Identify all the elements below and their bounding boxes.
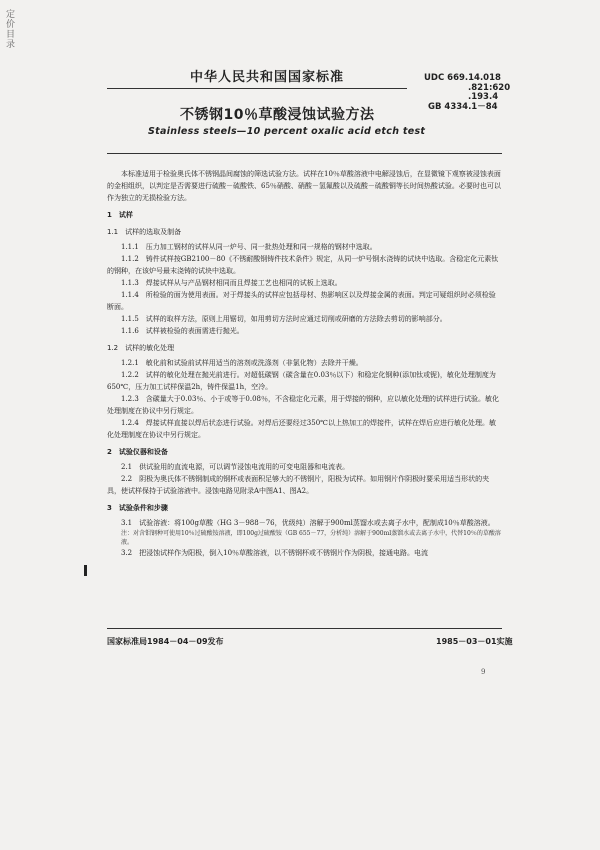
clause-text: 1.1.5 试样的取样方法，原则上用锯切，如用剪切方法时应通过切削或研磨的方法除去剪切的影响部分。 [121, 315, 447, 323]
udc-line-3: .193.4 [468, 92, 499, 102]
footer-rule [107, 628, 502, 629]
section-heading: 1 试样 [107, 211, 133, 219]
udc-code [424, 74, 510, 112]
document-title: 不锈钢10％草酸浸蚀试验方法 [180, 107, 375, 123]
subsection-heading: 1.1 试样的选取及制备 [107, 228, 182, 236]
note: 注：对含钼钢种可使用10％过硫酸铵溶液，即100g过硫酸铵（GB 655－77，分析纯）溶解于900ml蒸馏水或去离子水中，代替10％的草酸溶液。 [121, 530, 501, 546]
margin-note: 定价目录 [6, 10, 16, 50]
issue-date: 国家标准局1984－04－09发布 [107, 637, 224, 646]
udc-line-1: UDC 669.14.018 [424, 73, 501, 83]
section-heading: 3 试验条件和步骤 [107, 504, 168, 512]
gb-number: GB 4334.1－84 [428, 101, 498, 112]
clause-text: 2.2 阴极为奥氏体不锈钢制成的钢杯或表面积足够大的不锈钢片，阳极为试样。如用钢片作阴极时要采用适当形状的夹具，使试样保持于试验溶液中。浸蚀电路见附录A中图A1、图A2。 [107, 475, 490, 495]
margin-mark [84, 565, 87, 576]
clause-text: 1.2.4 焊接试样直接以焊后状态进行试验。对焊后还要经过350℃以上热加工的焊接件，试样在焊后应进行敏化处理。敏化处理制度在协议中另行规定。 [107, 419, 497, 439]
clause-text: 1.2.2 试样的敏化处理在抛光前进行。对超低碳钢（碳含量在0.03％以下）和稳定化钢种(添加钛或铌)，敏化处理制度为650℃，压力加工试样保温2h，铸件保温1h，空冷。 [107, 371, 496, 391]
title-rule [107, 153, 502, 154]
clause-text: 3.2 把浸蚀试样作为阳极，倒入10％草酸溶液，以不锈钢杯或不锈钢片作为阴极，接通电路。电流 [121, 549, 429, 557]
subsection-heading: 1.2 试样的敏化处理 [107, 344, 175, 352]
clause-text: 1.1.3 焊接试样从与产品钢材相同而且焊接工艺也相同的试板上选取。 [121, 279, 342, 287]
standard-title: 中华人民共和国国家标准 [190, 70, 345, 85]
sections [107, 209, 502, 559]
effective-date: 1985－03－01实施 [436, 637, 513, 646]
udc-line-2: .821:620 [468, 82, 511, 93]
section-heading: 2 试验仪器和设备 [107, 448, 168, 456]
clause-text: 2.1 供试验用的直流电源，可以调节浸蚀电流用的可变电阻器和电流表。 [121, 463, 350, 471]
english-title: Stainless steels—10 percent oxalic acid etch test [148, 126, 426, 137]
intro-paragraph: 本标准适用于检验奥氏体不锈钢晶间腐蚀的筛选试验方法。试样在10％草酸溶液中电解浸蚀后，在显微镜下观察被浸蚀表面的金相组织，以判定是否需要进行硫酸－硫酸铁、65％硝酸、硝酸－氢氟酸以及硫酸－硫酸铜等长时间热酸试验。必要时也可以作为独立的无损检验方法。 [107, 170, 501, 202]
document-body [107, 168, 502, 559]
page-number: 9 [481, 668, 486, 676]
clause-text: 3.1 试验溶液：将100g草酸（HG 3－988－76，优级纯）溶解于900ml蒸馏水或去离子水中，配制成10％草酸溶液。 [121, 519, 495, 527]
clause-text: 1.1.1 压力加工钢材的试样从同一炉号、同一批热处理和同一规格的钢材中选取。 [121, 243, 377, 251]
header-rule-left [107, 88, 407, 89]
clause-text: 1.1.4 所检验的面为使用表面。对于焊接头的试样应包括母材、热影响区以及焊接金属的表面。判定可疑组织时必须检验断面。 [107, 291, 496, 311]
clause-text: 1.1.2 铸件试样按GB2100－80《不锈耐酸钢铸件技术条件》规定，从同一炉号钢水浇铸的试块中选取。含稳定化元素钛的钢种，在该炉号最末浇铸的试块中选取。 [107, 255, 499, 275]
clause-text: 1.1.6 试样被检验的表面需进行抛光。 [121, 327, 244, 335]
clause-text: 1.2.1 敏化前和试验前试样用适当的溶剂或洗涤剂（非氯化物）去除并干燥。 [121, 359, 363, 367]
clause-text: 1.2.3 含碳量大于0.03％、小于或等于0.08％，不含稳定化元素，用于焊接的钢种，应以敏化处理的试样进行试验。敏化处理制度在协议中另行规定。 [107, 395, 499, 415]
